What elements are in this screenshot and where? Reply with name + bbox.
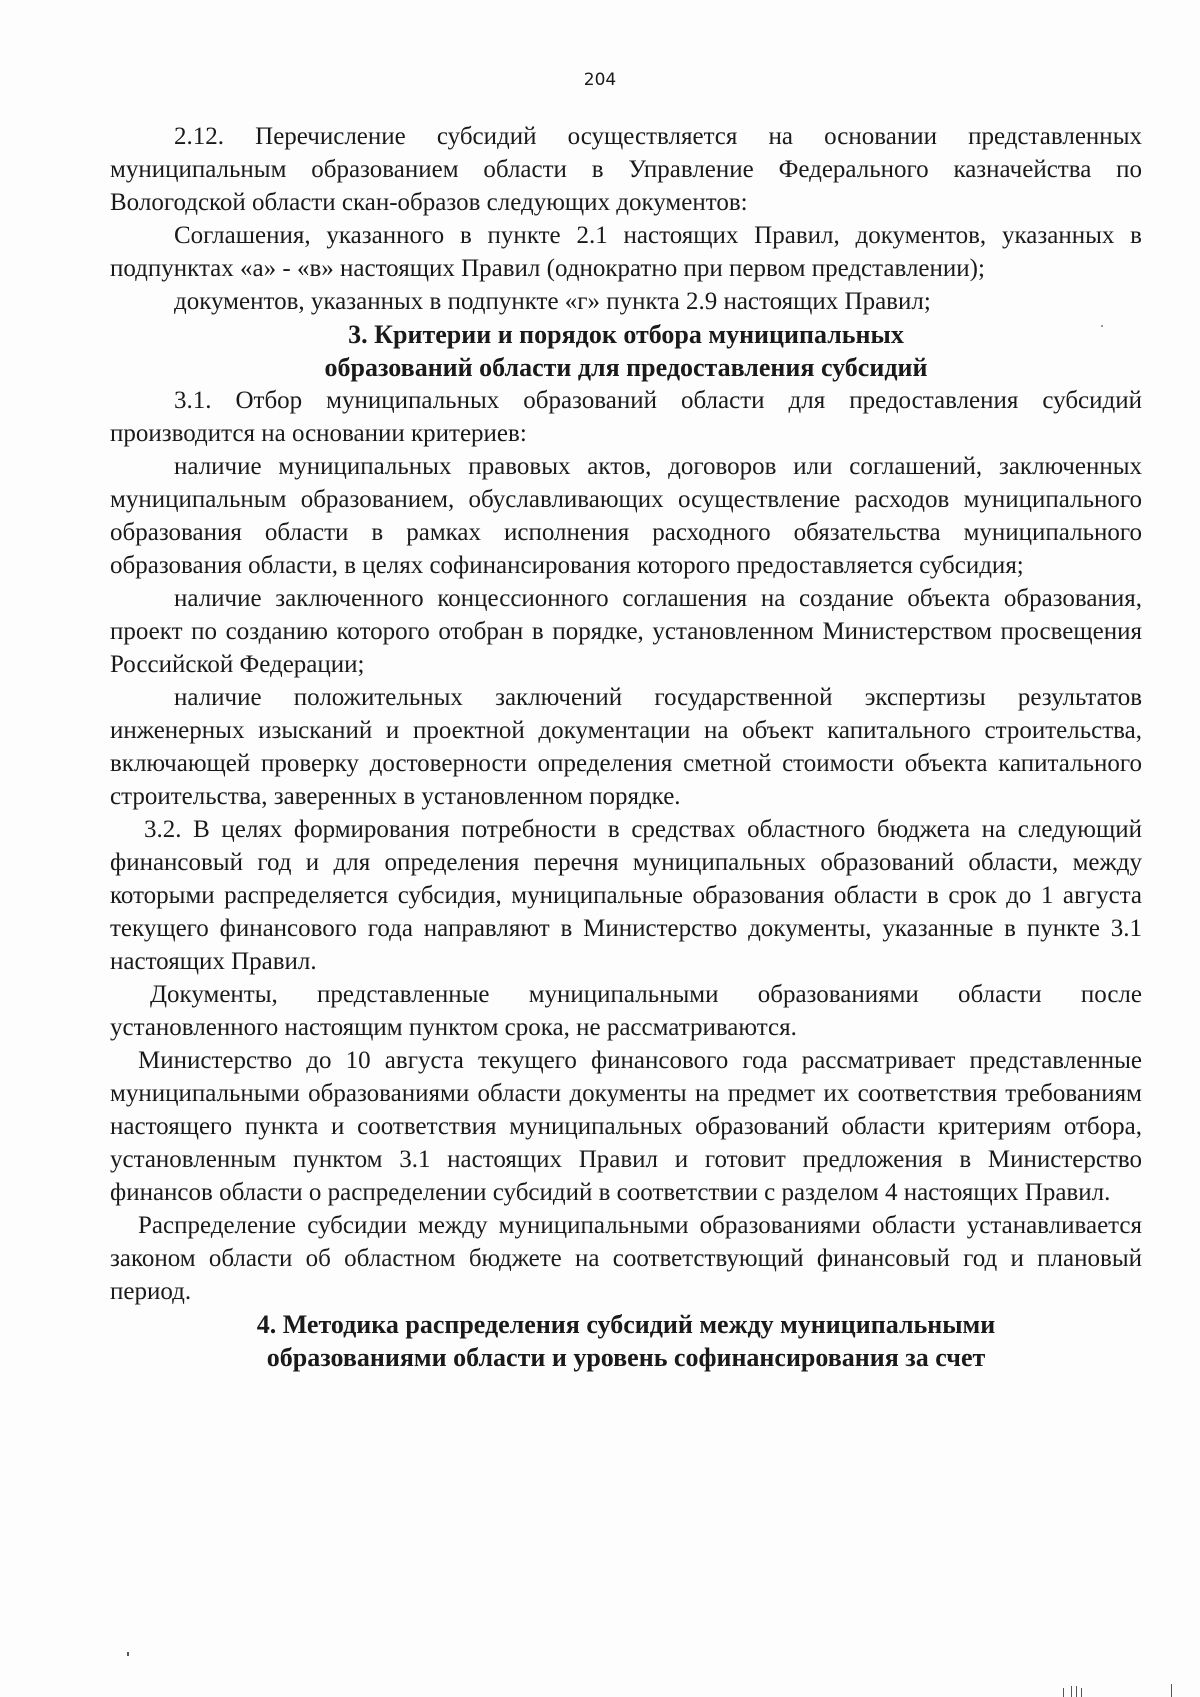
paragraph-late-documents: Документы, представленные муниципальными образованиями области после установленного настоящим пунктом срока, не рассматриваются.	[110, 981, 1142, 1041]
paragraph-ministry-review: Министерство до 10 августа текущего финансового года рассматривает представленные муниципальными образованиями области документы на предмет их соответствия требованиям настоящего пункта и соответствия муниципальных образований области критериям отбора, установленным пунктом 3.1 настоящих Правил и готовит предложения в Министерство финансов области о распределении субсидий в соответствии с разделом 4 настоящих Правил.	[110, 1047, 1142, 1206]
section-4-heading-line-2: образованиями области и уровень софинансирования за счет	[266, 1343, 986, 1372]
document-body	[110, 120, 1142, 1374]
scan-speck	[1101, 325, 1103, 327]
page-number: 204	[583, 70, 617, 90]
paragraph-documents-g: документов, указанных в подпункте «г» пункта 2.9 настоящих Правил;	[174, 288, 931, 315]
scan-edge-mark	[1081, 1688, 1082, 1697]
scan-edge-mark	[1063, 1688, 1064, 1697]
section-4-heading-line-1: 4. Методика распределения субсидий между муниципальными	[256, 1310, 996, 1339]
paragraph-agreement-docs: Соглашения, указанного в пункте 2.1 настоящих Правил, документов, указанных в подпунктах «а» - «в» настоящих Правил (однократно при первом представлении);	[110, 222, 1142, 282]
section-3-heading-line-1: 3. Критерии и порядок отбора муниципальных	[348, 320, 904, 349]
paragraph-criterion-legal-acts: наличие муниципальных правовых актов, договоров или соглашений, заключенных муниципальным образованием, обуславливающих осуществление расходов муниципального образования области в рамках исполнения расходного обязательства муниципального образования области, в целях софинансирования которого предоставляется субсидия;	[110, 453, 1142, 579]
paragraph-3-1: 3.1. Отбор муниципальных образований области для предоставления субсидий производится на основании критериев:	[110, 387, 1142, 447]
paragraph-distribution-law: Распределение субсидии между муниципальными образованиями области устанавливается законом области об областном бюджете на соответствующий финансовый год и плановый период.	[110, 1212, 1142, 1305]
scan-edge-mark	[1076, 1686, 1077, 1697]
paragraph-criterion-expertise: наличие положительных заключений государственной экспертизы результатов инженерных изысканий и проектной документации на объект капитального строительства, включающей проверку достоверности определения сметной стоимости объекта капитального строительства, заверенных в установленном порядке.	[110, 684, 1142, 810]
section-3-heading-line-2: образований области для предоставления субсидий	[324, 353, 928, 382]
section-3-heading	[110, 318, 1142, 384]
paragraph-3-2: 3.2. В целях формирования потребности в средствах областного бюджета на следующий финансовый год и для определения перечня муниципальных образований области, между которыми распределяется субсидия, муниципальные образования области в срок до 1 августа текущего финансового года направляют в Министерство документы, указанные в пункте 3.1 настоящих Правил.	[110, 816, 1142, 975]
paragraph-2-12: 2.12. Перечисление субсидий осуществляется на основании представленных муниципальным образованием области в Управление Федерального казначейства по Вологодской области скан-образов следующих документов:	[110, 123, 1142, 216]
scan-edge-mark	[1171, 1684, 1172, 1697]
scan-edge-mark	[1071, 1686, 1072, 1697]
scan-speck	[127, 1652, 129, 1656]
paragraph-criterion-concession: наличие заключенного концессионного соглашения на создание объекта образования, проект по созданию которого отобран в порядке, установленном Министерством просвещения Российской Федерации;	[110, 585, 1142, 678]
section-4-heading	[110, 1308, 1142, 1374]
